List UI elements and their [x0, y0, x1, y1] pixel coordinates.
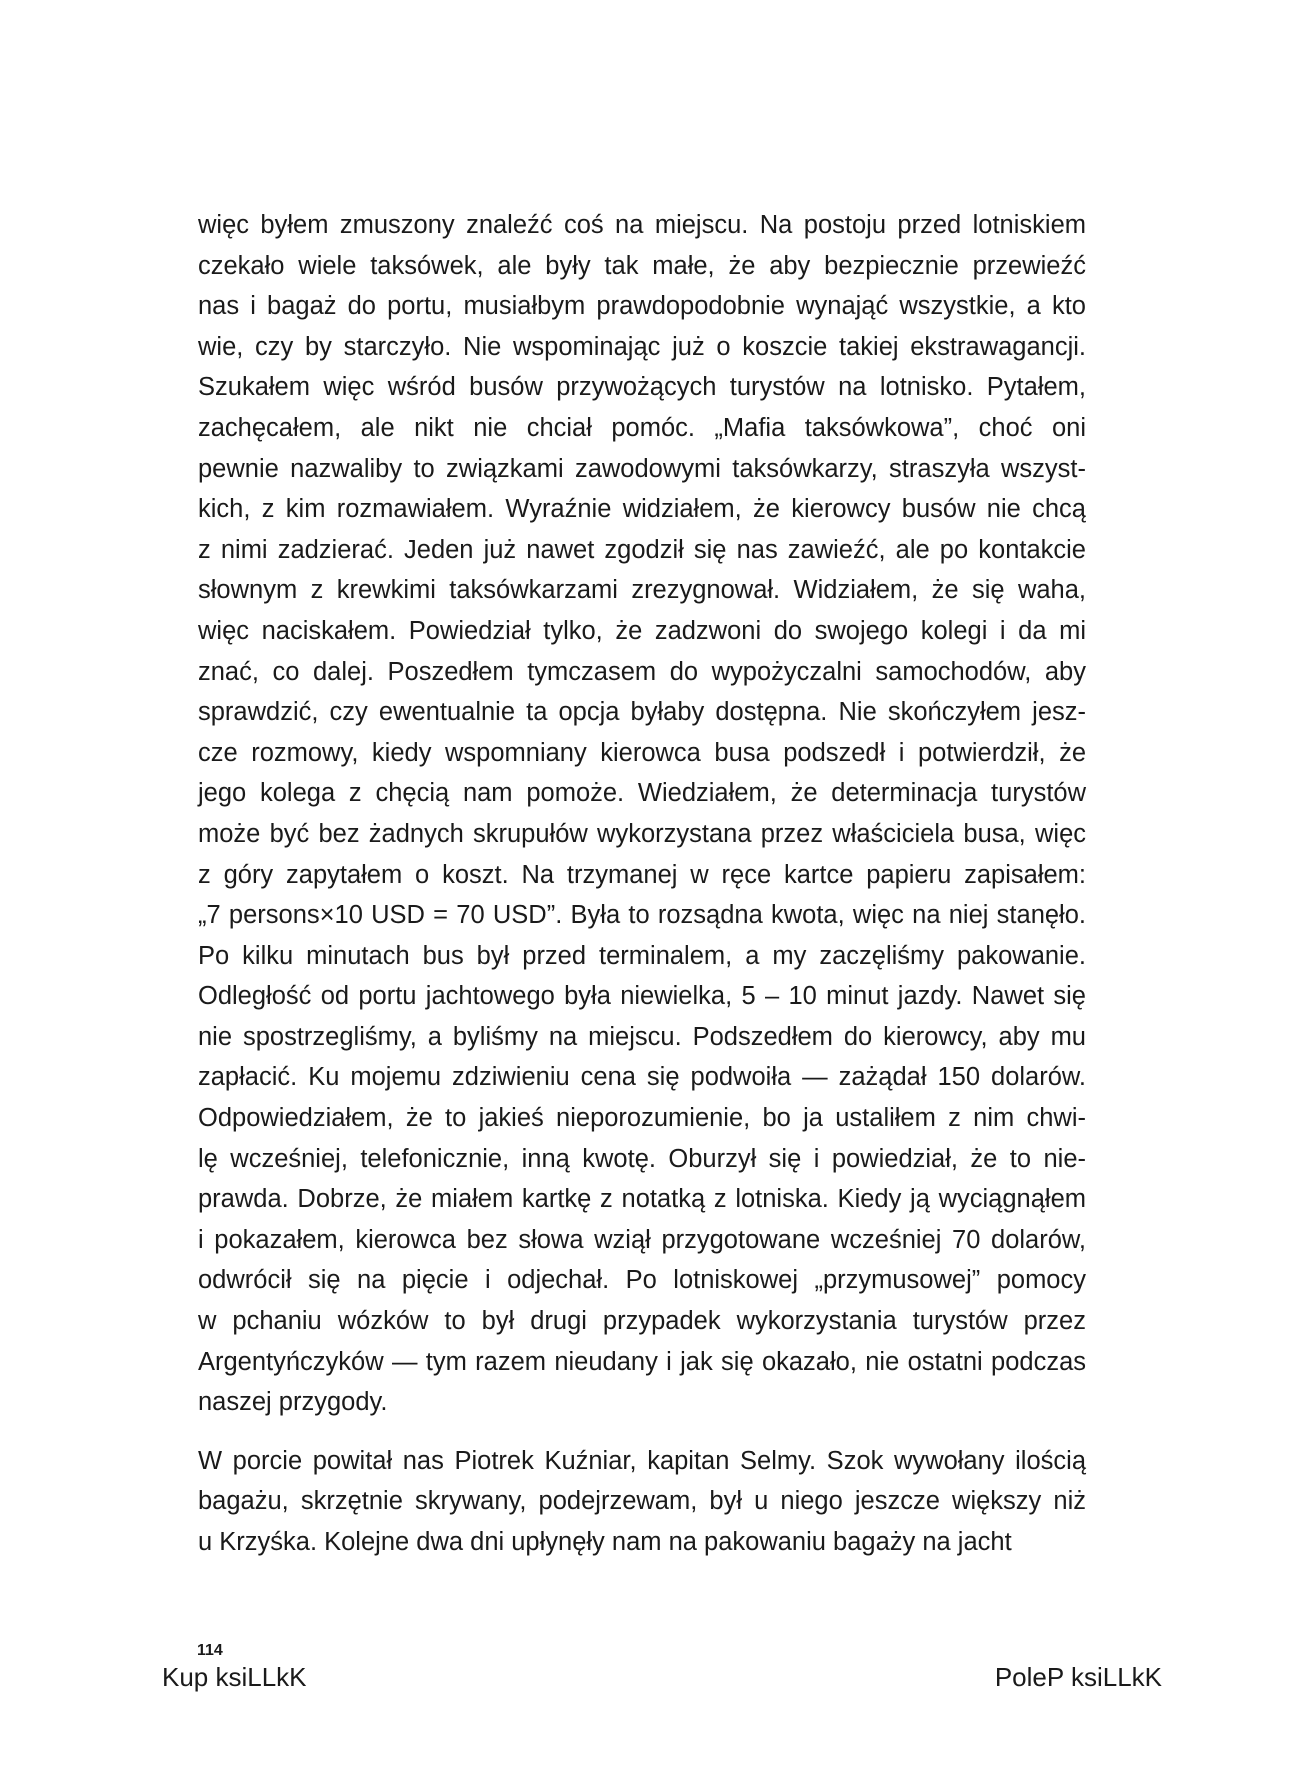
text-line: słownym z krewkimi taksówkarzami zrezygnował. Widziałem, że się waha, [198, 576, 1086, 605]
text-line: z góry zapytałem o koszt. Na trzymanej w ręce kartce papieru zapisałem: [198, 860, 1086, 889]
text-line: zachęcałem, ale nikt nie chciał pomóc. „Mafia taksówkowa”, choć oni [198, 413, 1086, 442]
text-line: Argentyńczyków — tym razem nieudany i jak się okazało, nie ostatni podczas [198, 1347, 1086, 1376]
text-line: znać, co dalej. Poszedłem tymczasem do wypożyczalni samochodów, aby [198, 657, 1086, 686]
text-line: „7 persons×10 USD = 70 USD”. Była to rozsądna kwota, więc na niej stanęło. [198, 901, 1086, 930]
text-line: sprawdzić, czy ewentualnie ta opcja byłaby dostępna. Nie skończyłem jesz- [198, 698, 1086, 727]
text-line: u Krzyśka. Kolejne dwa dni upłynęły nam na pakowaniu bagaży na jacht [198, 1528, 1012, 1556]
text-line: Odpowiedziałem, że to jakieś nieporozumienie, bo ja ustaliłem z nim chwi- [198, 1104, 1086, 1133]
text-line: i pokazałem, kierowca bez słowa wziął przygotowane wcześniej 70 dolarów, [198, 1225, 1086, 1254]
buy-book-link[interactable]: Kup ksiLLkK [162, 1662, 307, 1692]
text-line: cze rozmowy, kiedy wspomniany kierowca busa podszedł i potwierdził, że [198, 738, 1086, 767]
text-line: Szukałem więc wśród busów przywożących turystów na lotnisko. Pytałem, [198, 373, 1086, 402]
text-line: zapłacić. Ku mojemu zdziwieniu cena się podwoiła — zażądał 150 dolarów. [198, 1063, 1086, 1092]
text-line: pewnie nazwaliby to związkami zawodowymi taksówkarzy, straszyła wszyst- [198, 454, 1086, 483]
text-line: czekało wiele taksówek, ale były tak małe, że aby bezpiecznie przewieźć [198, 251, 1086, 280]
paragraph-2 [198, 1441, 1086, 1563]
text-line: bagażu, skrzętnie skrywany, podejrzewam, był u niego jeszcze większy niż [198, 1487, 1086, 1516]
text-body [198, 205, 1086, 1563]
text-line: Odległość od portu jachtowego była niewielka, 5 – 10 minut jazdy. Nawet się [198, 982, 1086, 1011]
text-line: kich, z kim rozmawiałem. Wyraźnie widziałem, że kierowcy busów nie chcą [198, 495, 1086, 524]
text-line: lę wcześniej, telefonicznie, inną kwotę. Oburzył się i powiedział, że to nie- [198, 1144, 1086, 1173]
text-line: nas i bagaż do portu, musiałbym prawdopodobnie wynająć wszystkie, a kto [198, 292, 1086, 321]
text-line: z nimi zadzierać. Jeden już nawet zgodził się nas zawieźć, ale po kontakcie [198, 535, 1086, 564]
text-line: W porcie powitał nas Piotrek Kuźniar, kapitan Selmy. Szok wywołany ilością [198, 1446, 1086, 1475]
text-line: jego kolega z chęcią nam pomoże. Wiedziałem, że determinacja turystów [198, 779, 1086, 808]
text-line: więc naciskałem. Powiedział tylko, że zadzwoni do swojego kolegi i da mi [198, 616, 1086, 645]
text-line: wie, czy by starczyło. Nie wspominając już o koszcie takiej ekstrawagancji. [198, 332, 1086, 361]
text-line: w pchaniu wózków to był drugi przypadek wykorzystania turystów przez [198, 1307, 1086, 1336]
text-line: naszej przygody. [198, 1388, 388, 1417]
page-number: 114 [197, 1642, 223, 1659]
recommend-book-link[interactable]: PoleP ksiLLkK [994, 1662, 1162, 1692]
text-line: odwrócił się na pięcie i odjechał. Po lotniskowej „przymusowej” pomocy [198, 1266, 1086, 1295]
paragraph-1 [198, 205, 1086, 1423]
text-line: nie spostrzegliśmy, a byliśmy na miejscu. Podszedłem do kierowcy, aby mu [198, 1022, 1086, 1051]
text-line: prawda. Dobrze, że miałem kartkę z notatką z lotniska. Kiedy ją wyciągnąłem [198, 1185, 1086, 1214]
text-line: więc byłem zmuszony znaleźć coś na miejscu. Na postoju przed lotniskiem [198, 211, 1086, 239]
text-line: Po kilku minutach bus był przed terminalem, a my zaczęliśmy pakowanie. [198, 941, 1086, 970]
text-line: może być bez żadnych skrupułów wykorzystana przez właściciela busa, więc [198, 819, 1086, 848]
